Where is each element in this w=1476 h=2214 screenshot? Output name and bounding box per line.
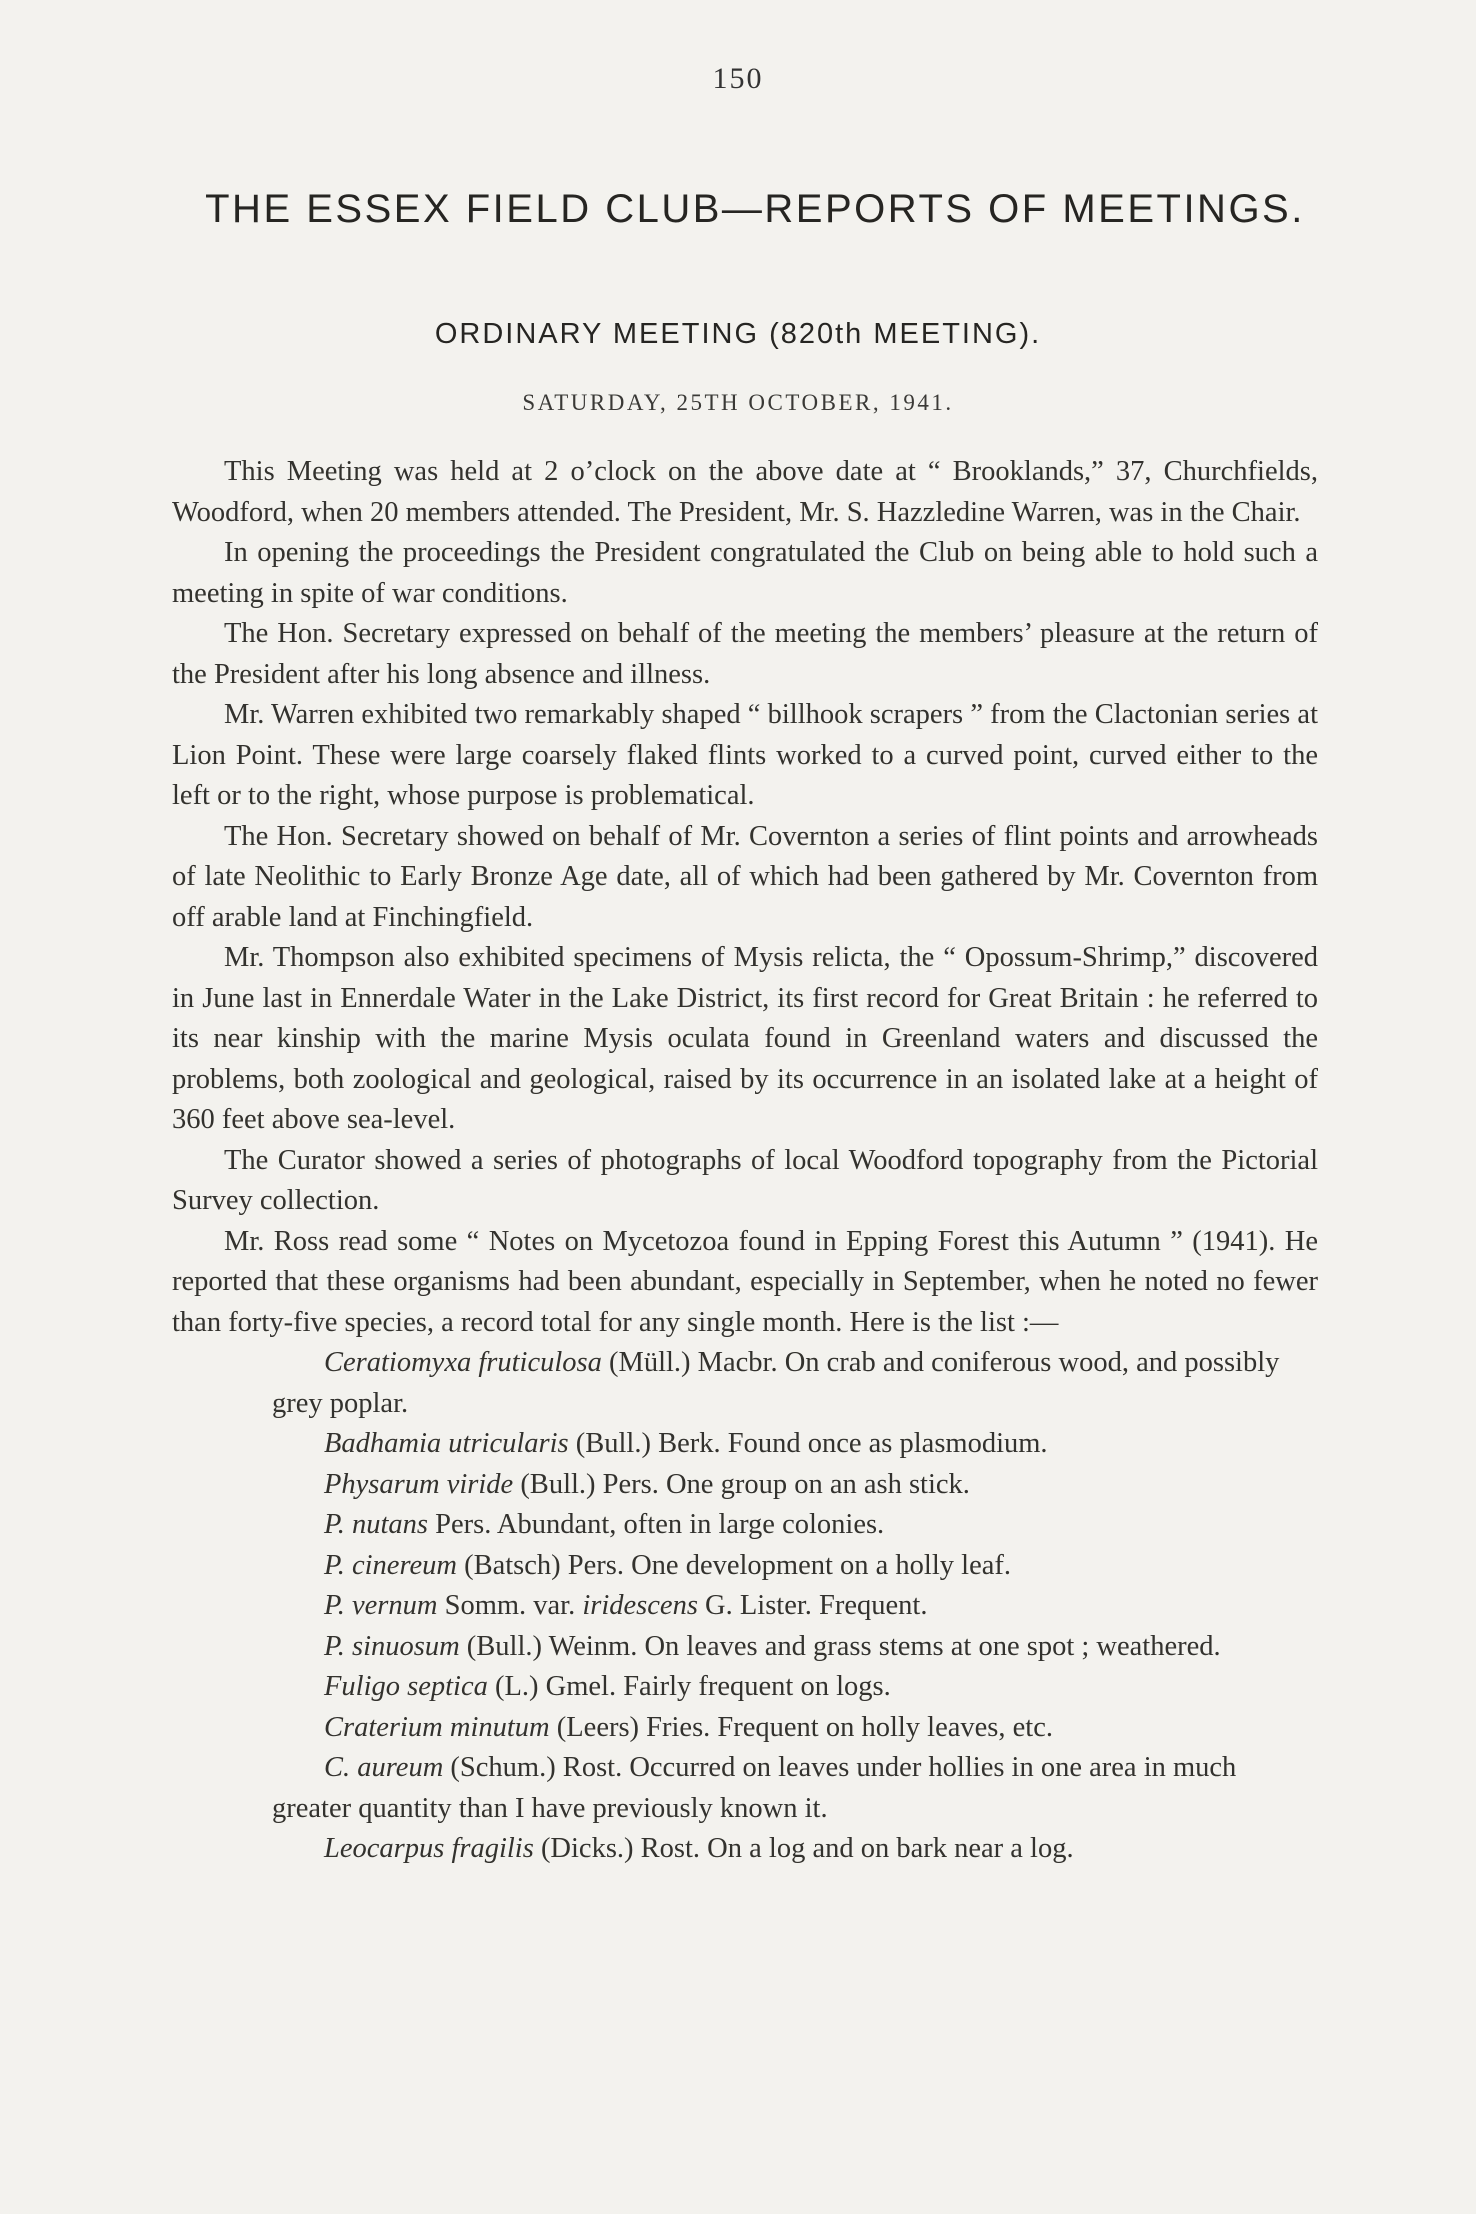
species-name: Leocarpus fragilis (324, 1833, 534, 1864)
paragraph: The Hon. Secretary showed on behalf of Mr. Covernton a series of flint points and arrowheads of late Neolithic to Early Bronze Age date, all of which had been gathered by Mr. Covernton from off arable land at Finchingfield. (172, 820, 1318, 933)
paragraph: In opening the proceedings the President congratulated the Club on being able to hold such a meeting in spite of war conditions. (172, 537, 1318, 609)
species-name: P. cinereum (324, 1549, 457, 1581)
species-note: (Bull.) Berk. Found once as plasmodium. (568, 1428, 1048, 1459)
species-name: Fuligo septica (324, 1671, 488, 1702)
species-entry (172, 1627, 1318, 1668)
species-name: P. sinuosum (324, 1630, 460, 1662)
species-note: (Bull.) Pers. One group on an ash stick. (513, 1468, 970, 1500)
species-entry (172, 1829, 1318, 1870)
species-entry (172, 1546, 1318, 1587)
species-entry (172, 1708, 1318, 1749)
species-entry (172, 1748, 1318, 1829)
species-entry (172, 1586, 1318, 1627)
species-note: (Batsch) Pers. One development on a holly leaf. (456, 1549, 1011, 1581)
species-name: C. aureum (324, 1752, 444, 1783)
species-note: Pers. Abundant, often in large colonies. (428, 1509, 885, 1540)
species-note: Somm. var. (437, 1590, 583, 1621)
species-name: P. nutans (324, 1509, 428, 1540)
species-note: (Schum.) Rost. Occurred on leaves under hollies in one area in much greater quantity than I have previously known it. (272, 1752, 1237, 1824)
paragraph: Mr. Ross read some “ Notes on Mycetozoa found in Epping Forest this Autumn ” (1941). He reported that these organisms had been abundant, especially in September, when he noted no fewer than forty-five species, a record total for any single month. Here is the list :— (172, 1225, 1318, 1338)
paragraph: Mr. Thompson also exhibited specimens of Mysis relicta, the “ Opossum-Shrimp,” discovered in June last in Ennerdale Water in the Lake District, its first record for Great Britain : he referred to its near kinship with the marine Mysis oculata found in Greenland waters and discussed the problems, both zoological and geological, raised by its occurrence in an isolated lake at a height of 360 feet above sea-level. (172, 942, 1318, 1135)
variety-name: iridescens (582, 1590, 698, 1621)
report-body (172, 452, 1318, 1870)
species-name: Badhamia utricularis (324, 1428, 569, 1459)
species-name: Ceratiomyxa fruticulosa (324, 1347, 602, 1378)
page-title: THE ESSEX FIELD CLUB—REPORTS OF MEETINGS. (205, 187, 1305, 231)
meeting-date: SATURDAY, 25TH OCTOBER, 1941. (522, 390, 954, 415)
species-entry (172, 1343, 1318, 1424)
paragraph: Mr. Warren exhibited two remarkably shaped “ billhook scrapers ” from the Clactonian series at Lion Point. These were large coarsely flaked flints worked to a curved point, curved either to the left or to the right, whose purpose is problematical. (172, 699, 1318, 811)
species-note: (L.) Gmel. Fairly frequent on logs. (487, 1671, 891, 1702)
paragraph: The Curator showed a series of photographs of local Woodford topography from the Pictorial Survey collection. (172, 1144, 1318, 1216)
species-name: Craterium minutum (324, 1711, 550, 1743)
species-entry (172, 1505, 1318, 1546)
meeting-subtitle: ORDINARY MEETING (820th MEETING). (434, 318, 1042, 350)
species-entry (172, 1667, 1318, 1708)
species-entry (172, 1424, 1318, 1465)
page-number: 150 (712, 62, 764, 95)
species-note: G. Lister. Frequent. (697, 1590, 928, 1621)
species-note: (Dicks.) Rost. On a log and on bark near a log. (533, 1833, 1074, 1864)
species-note: (Leers) Fries. Frequent on holly leaves, etc. (549, 1711, 1053, 1743)
species-entry (172, 1465, 1318, 1506)
species-note: (Müll.) Macbr. On crab and coniferous wood, and possibly grey poplar. (272, 1347, 1280, 1419)
species-note: (Bull.) Weinm. On leaves and grass stems at one spot ; weathered. (459, 1630, 1221, 1662)
paragraph: The Hon. Secretary expressed on behalf of the meeting the members’ pleasure at the return of the President after his long absence and illness. (172, 618, 1318, 690)
species-name: Physarum viride (324, 1468, 514, 1500)
paragraph: This Meeting was held at 2 o’clock on the above date at “ Brooklands,” 37, Churchfields, Woodford, when 20 members attended. The President, Mr. S. Hazzledine Warren, was in the Chair. (172, 456, 1318, 528)
species-name: P. vernum (324, 1590, 438, 1621)
